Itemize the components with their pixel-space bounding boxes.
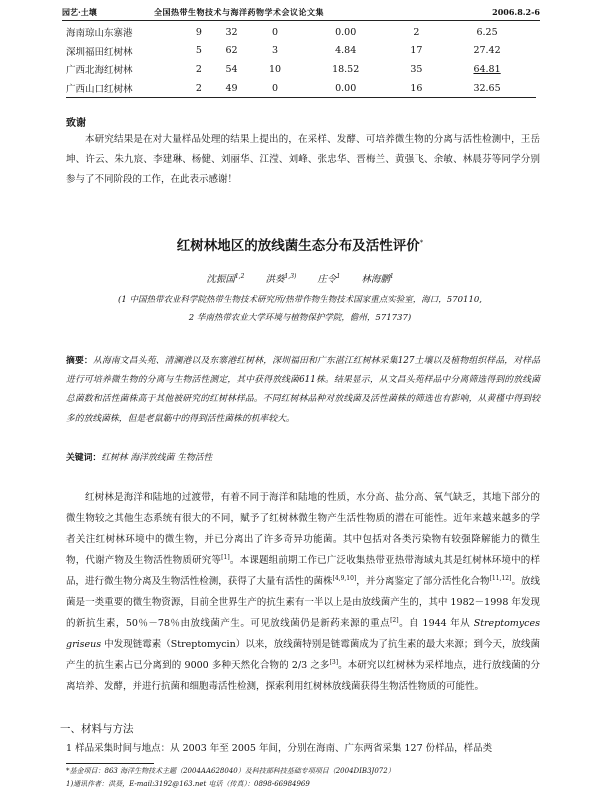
paper-title: [60, 234, 540, 254]
affiliation-line: (1 中国热带农业科学院热带生物技术研究所/热带作物生物技术国家重点实验室，海口，570110,: [118, 295, 482, 305]
keywords-text: 红树林 海洋放线菌 生物活性: [101, 453, 213, 463]
ack-heading: 致谢: [66, 118, 86, 129]
title-text: 红树林地区的放线菌生态分布及活性评价: [176, 238, 420, 254]
author-list: [60, 271, 540, 285]
header-rule: [62, 20, 540, 21]
intro-paragraph: 红树林是海洋和陆地的过渡带，有着不同于海洋和陆地的性质，水分高、盐分高、氧气缺乏，其地下部分的微生物较之其他生态系统有很大的不同，赋予了红树林微生物产生活性物质的潜在可能性。近年来越来越多的学者关注红树林环境中的微生物，并已分离出了许多奇异功能菌。其中包括对各类污染物有较强降解能力的微生物，代谢产物及生物活性物质研究等[1]。本课题组前期工作已广泛收集热带亚热带海域丸其是红树林环境中的样品，进行微生物分离及生物活性检测，获得了大量有活性的菌株[4,9,10]，并分离鉴定了部分活性化合物[11,12]。放线菌是一类重要的微生物资源，目前全世界生产的抗生素有一半以上是由放线菌产生的，其中 1982－1998 年发现的新抗生素，50％－78％由放线菌产生。可见放线菌仍是新药来源的重点[2]。自 1944 年从 Streptomyces griseus 中发现链霉素（Streptomycin）以来，放线菌特别是链霉菌成为了抗生素的最大来源；到今天，放线菌产生的抗生素占已分离到的 9000 多种天然化合物的 2/3 之多[3]。本研究以红树林为采样地点，进行放线菌的分离培养、发酵，并进行抗菌和细胞毒活性检测，探索利用红树林放线菌获得生物活性物质的可能性。: [66, 492, 540, 692]
header-left: 园艺·土壤: [62, 7, 97, 17]
table-cell: 3: [271, 45, 279, 57]
abstract-label: 摘要：: [66, 356, 93, 366]
species-name: Streptomyces griseus: [66, 618, 540, 650]
table-cell: 18.52: [332, 63, 360, 75]
header-center: 全国热带生物技术与海洋药物学术会议论文集: [154, 7, 324, 17]
table-cell: 2: [188, 79, 210, 98]
table-cell: 54: [225, 63, 238, 75]
table-cell: 16: [395, 79, 439, 98]
author: 沈振国$^{1,2}$: [206, 272, 245, 285]
table-cell: 10: [268, 63, 282, 75]
table-cell-site: 广西北海红树林: [66, 65, 133, 77]
table-cell: 32.65: [438, 79, 536, 98]
citation: [4,9,10]: [332, 574, 357, 582]
table-cell: 5: [195, 45, 202, 57]
author: 林海鹏$^1$: [361, 272, 394, 285]
results-table: [66, 23, 536, 98]
table-cell: 49: [210, 79, 254, 98]
footnote-contact: 1)通讯作者：洪葵，E-mail:3192@163.net 电话（传真）：0898-66984969: [66, 780, 310, 788]
ack-text: 本研究结果是在对大量样品处理的结果上提出的，在采样、发酵、可培养微生物的分离与活性检测中，王岳坤、许云、朱九宸、李建琳、杨健、刘丽华、江滢、刘峰、张忠华、晋梅兰、黄强飞、余敏、林晨芬等同学分别参与了不同阶段的工作，在此表示感谢！: [66, 134, 540, 185]
table-row: [66, 79, 536, 98]
table-cell: 35: [410, 63, 423, 75]
abstract: [66, 352, 540, 429]
header-right: 2006.8.2-6: [492, 7, 540, 17]
citation: [3]: [329, 658, 339, 666]
citation: [1]: [221, 553, 230, 561]
table-cell: 0.00: [297, 79, 395, 98]
table-cell: 64.81: [473, 63, 501, 75]
abstract-text: 从海南文昌头苑、清澜港以及东寨港红树林，深圳福田和广东湛江红树林采集127土壤以及植物组织样品，对样品进行可培养微生物的分离与生物活性测定，其中获得放线菌611株。结果显示，从文昌头苑样品中分离筛选得到的放线菌总菌数和活性菌株高于其他被研究的红树林样品。不同红树林品种对放线菌及活性菌株的筛选也有影响，从黄槿中得到较多的放线菌株，但是老鼠簕中的得到活性菌株的机率较大。: [66, 356, 540, 424]
table-cell: 32: [225, 26, 238, 38]
running-header: [62, 7, 540, 21]
author: 洪葵$^{1,3)}$: [265, 272, 297, 285]
table-cell: 17: [410, 45, 423, 57]
keywords: [66, 450, 540, 463]
footnote-funding: *基金项目：863 海洋生物技术主题（2004AA628040）及科技部科技基础专项项目（2004DIB3J072）: [66, 767, 395, 775]
table-row: [66, 23, 536, 42]
table-cell: 2: [195, 63, 202, 75]
table-cell: 4.84: [335, 45, 357, 57]
table-cell: 6.25: [476, 26, 498, 38]
affiliation-line: 2 华南热带农业大学环境与植物保护学院，儋州，571737): [188, 313, 412, 323]
table-cell-site: 海南琼山东寨港: [66, 28, 133, 40]
table-row: [66, 60, 536, 79]
table-cell: 9: [195, 26, 202, 38]
section-subtext: 1 样品采集时间与地点：从 2003 年至 2005 年间，分别在海南、广东两省采集 127 份样品，样品类: [66, 743, 493, 754]
citation: [2]: [390, 616, 399, 624]
table-cell: 2: [413, 26, 420, 38]
keywords-label: 关键词：: [66, 453, 102, 463]
footnote-rule: [66, 763, 154, 764]
table-cell: 27.42: [473, 45, 501, 57]
table-cell: 0: [253, 79, 297, 98]
section-heading: 一、材料与方法: [60, 723, 134, 735]
table-cell-site: 深圳福田红树林: [66, 46, 133, 58]
table-cell-site: 广西山口红树林: [66, 79, 188, 98]
affiliations: [60, 291, 540, 327]
table-cell: 0.00: [335, 26, 357, 38]
citation: [11,12]: [489, 574, 512, 582]
title-note: *: [419, 238, 424, 247]
table-cell: 0: [271, 26, 279, 38]
table-cell: 62: [225, 45, 238, 57]
table-row: [66, 42, 536, 61]
author: 庄令$^1$: [317, 272, 341, 285]
